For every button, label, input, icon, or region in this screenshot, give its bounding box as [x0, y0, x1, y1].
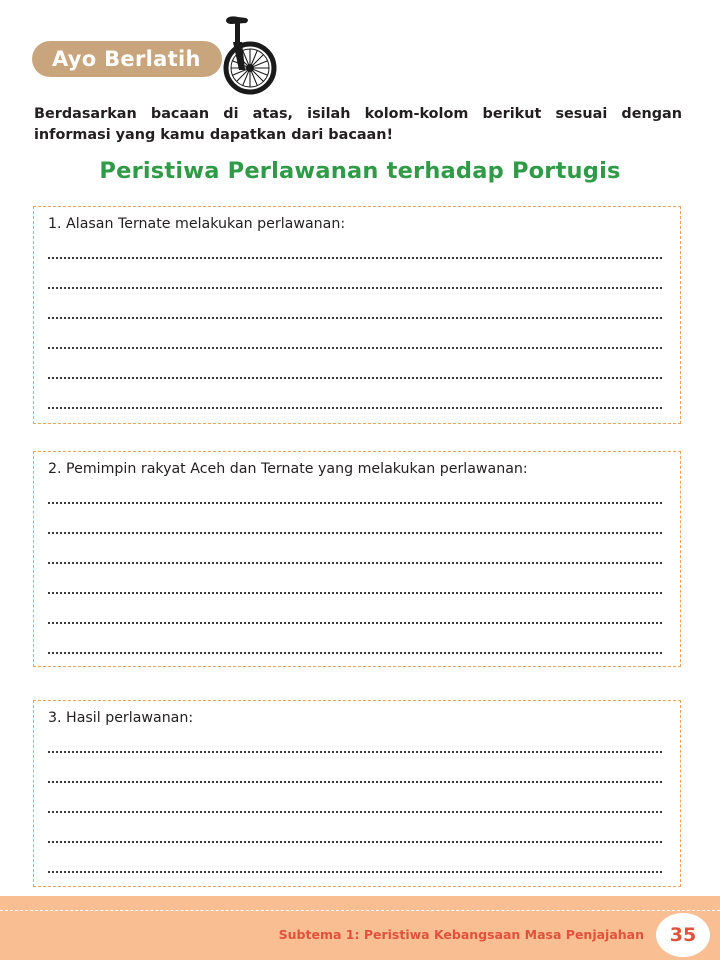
answer-line[interactable]	[48, 592, 662, 594]
answer-line[interactable]	[48, 751, 662, 753]
section-badge-label: Ayo Berlatih	[52, 47, 201, 71]
question-label: 1. Alasan Ternate melakukan perlawanan:	[48, 216, 346, 232]
section-badge	[32, 41, 222, 77]
answer-line[interactable]	[48, 317, 662, 319]
answer-line[interactable]	[48, 871, 662, 873]
answer-line[interactable]	[48, 841, 662, 843]
answer-line[interactable]	[48, 377, 662, 379]
footer-divider	[0, 910, 720, 911]
question-box-1	[33, 206, 681, 424]
answer-line[interactable]	[48, 622, 662, 624]
answer-line[interactable]	[48, 407, 662, 409]
question-label: 3. Hasil perlawanan:	[48, 710, 194, 726]
worksheet-title: Peristiwa Perlawanan terhadap Portugis	[99, 158, 621, 184]
question-box-3	[33, 700, 681, 887]
instruction-text: Berdasarkan bacaan di atas, isilah kolom-kolom berikut sesuai dengan informasi yang kamu dapatkan dari bacaan!	[34, 106, 682, 143]
footer-subtitle: Subtema 1: Peristiwa Kebangsaan Masa Penjajahan	[278, 927, 644, 942]
answer-line[interactable]	[48, 811, 662, 813]
answer-line[interactable]	[48, 287, 662, 289]
question-label: 2. Pemimpin rakyat Aceh dan Ternate yang melakukan perlawanan:	[48, 461, 528, 477]
answer-line[interactable]	[48, 562, 662, 564]
answer-line[interactable]	[48, 781, 662, 783]
question-box-2	[33, 451, 681, 667]
unicycle-icon	[200, 12, 286, 96]
answer-line[interactable]	[48, 652, 662, 654]
footer-band	[0, 896, 720, 960]
answer-line[interactable]	[48, 347, 662, 349]
page-number: 35	[656, 913, 710, 957]
answer-line[interactable]	[48, 532, 662, 534]
answer-line[interactable]	[48, 502, 662, 504]
answer-line[interactable]	[48, 257, 662, 259]
